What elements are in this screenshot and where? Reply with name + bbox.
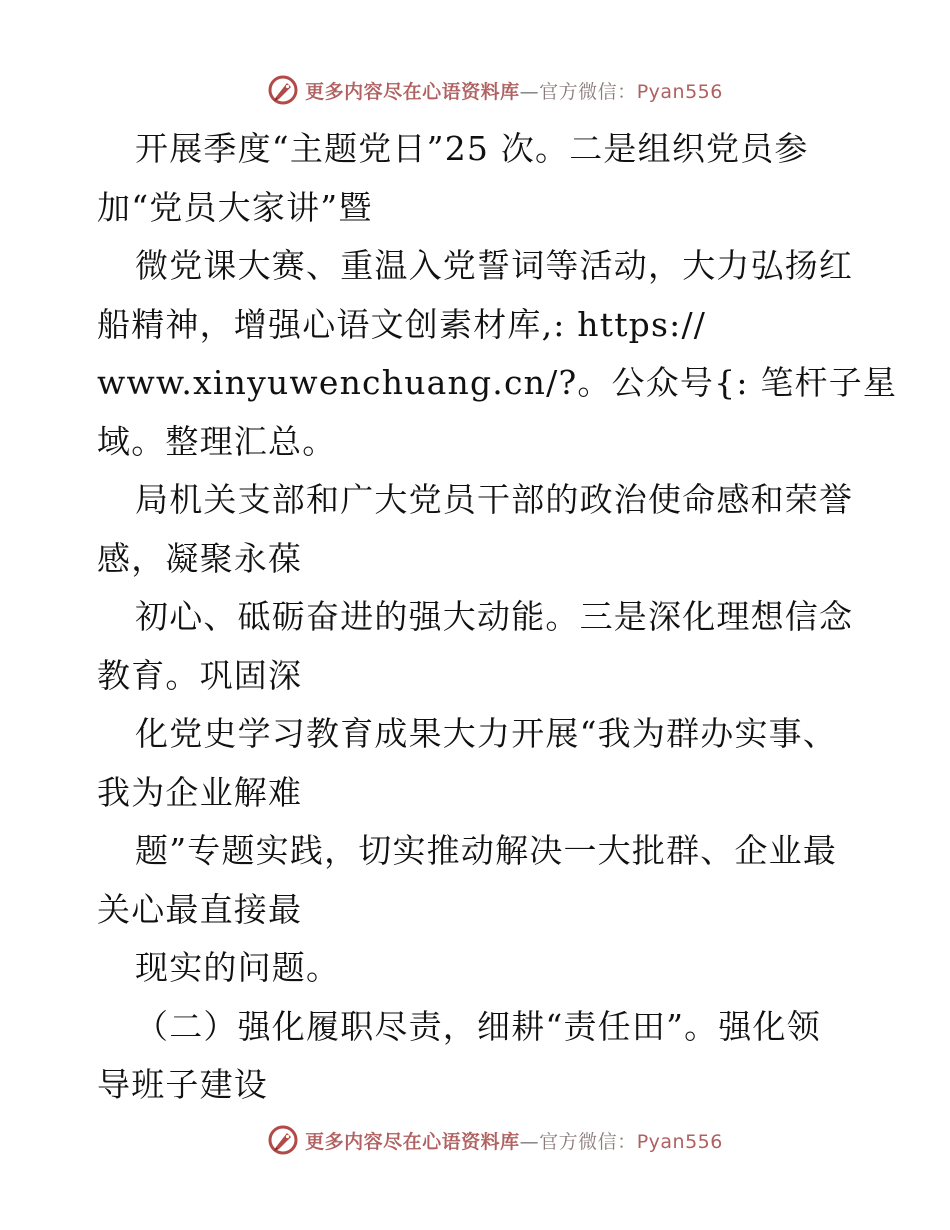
text-line: （二）强化履职尽责，细耕“责任田”。强化领 — [135, 1006, 821, 1046]
watermark-wechat-id: Pyan556 — [636, 80, 723, 103]
text-line: 域。整理汇总。 — [97, 421, 337, 461]
text-line: 初心、砥砺奋进的强大动能。三是深化理想信念 — [135, 597, 854, 636]
pen-nib-logo-icon — [267, 74, 299, 106]
text-line: 局机关支部和广大党员干部的政治使命感和荣誉 — [135, 480, 854, 519]
pen-nib-logo-icon — [267, 1124, 299, 1156]
text-line: 教育。巩固深 — [97, 655, 303, 695]
text-line: 感，凝聚永葆 — [97, 538, 303, 578]
text-line: 关心最直接最 — [97, 889, 303, 929]
watermark-dash: — — [519, 80, 540, 103]
text-line: 船精神，增强心语文创素材库,: https:// — [97, 304, 707, 344]
watermark-wechat-label: 官方微信： — [539, 80, 637, 103]
text-line: 化党史学习教育成果大力开展“我为群办实事、 — [135, 714, 838, 753]
text-line: 题”专题实践，切实推动解决一大批群、企业最 — [135, 831, 838, 870]
footer-watermark-text — [305, 1127, 723, 1154]
text-line: 开展季度“主题党日”25 次。二是组织党员参 — [135, 129, 809, 168]
document-body — [97, 120, 898, 1115]
watermark-wechat-id: Pyan556 — [636, 1130, 723, 1153]
header-watermark — [0, 70, 950, 110]
text-line: 微党课大赛、重温入党誓词等活动，大力弘扬红 — [135, 246, 854, 285]
header-watermark-text — [305, 77, 723, 104]
watermark-site: 更多内容尽在心语资料库 — [305, 80, 520, 103]
text-line: 现实的问题。 — [135, 948, 341, 987]
text-line: www.xinyuwenchuang.cn/?。公众号{: 笔杆子星 — [97, 363, 898, 402]
footer-watermark — [0, 1120, 950, 1160]
text-line: 加“党员大家讲”暨 — [97, 187, 373, 227]
text-line: 导班子建设 — [97, 1065, 268, 1104]
watermark-dash: — — [519, 1130, 540, 1153]
text-line: 我为企业解难 — [97, 772, 303, 812]
watermark-site: 更多内容尽在心语资料库 — [305, 1130, 520, 1153]
watermark-wechat-label: 官方微信： — [539, 1130, 637, 1153]
